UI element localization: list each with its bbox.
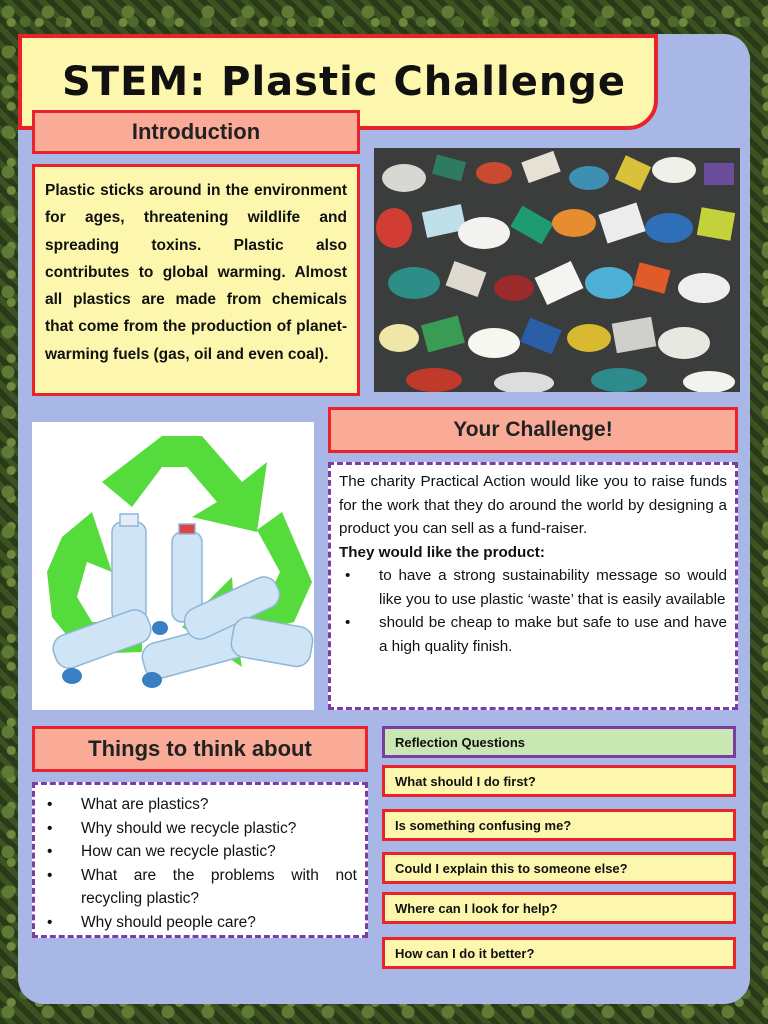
introduction-box xyxy=(32,164,360,396)
things-bullet: • What are the problems with not recycling plastic? xyxy=(39,864,357,911)
page-title: STEM: Plastic Challenge xyxy=(62,59,627,105)
plastic-waste-pile-photo xyxy=(374,148,740,392)
reflection-question-text: Where can I look for help? xyxy=(395,900,558,916)
poster-card xyxy=(18,34,750,1004)
reflection-heading-text: Reflection Questions xyxy=(395,734,526,750)
reflection-question-text: What should I do first? xyxy=(395,773,536,789)
things-heading-text: Things to think about xyxy=(88,736,312,761)
challenge-box xyxy=(328,462,738,710)
reflection-question xyxy=(382,852,736,884)
challenge-heading xyxy=(328,407,738,453)
things-heading xyxy=(32,726,368,772)
reflection-question-text: Is something confusing me? xyxy=(395,817,572,833)
things-bullet-list xyxy=(39,793,357,935)
introduction-text: Plastic sticks around in the environment for ages, threatening wildlife and spreading toxins. Plastic also contributes to global warming. Almost all plastics are made from chemicals that come from the production of planet-warming fuels (gas, oil and even coal). xyxy=(45,182,347,363)
reflection-question xyxy=(382,809,736,841)
challenge-heading-text: Your Challenge! xyxy=(453,418,613,441)
introduction-heading-text: Introduction xyxy=(131,119,261,144)
things-bullet: • What are plastics? xyxy=(39,793,357,817)
reflection-question-text: How can I do it better? xyxy=(395,945,535,961)
challenge-text: The charity Practical Action would like you to raise funds for the work that they do around the world by designing a product you can sell as a fund-raiser. xyxy=(339,473,727,537)
things-box xyxy=(32,782,368,938)
challenge-bullet-list xyxy=(339,564,727,658)
reflection-question xyxy=(382,765,736,797)
recycle-bottles-image xyxy=(32,422,314,710)
things-bullet: • Why should people care? xyxy=(39,911,357,935)
things-bullet: • How can we recycle plastic? xyxy=(39,840,357,864)
reflection-question xyxy=(382,937,736,969)
reflection-question xyxy=(382,892,736,924)
challenge-subheading: They would like the product: xyxy=(339,543,545,561)
introduction-heading xyxy=(32,110,360,154)
things-bullet: • Why should we recycle plastic? xyxy=(39,817,357,841)
challenge-bullet: • should be cheap to make but safe to use and have a high quality finish. xyxy=(339,611,727,658)
reflection-heading xyxy=(382,726,736,758)
reflection-question-text: Could I explain this to someone else? xyxy=(395,860,628,876)
challenge-bullet: • to have a strong sustainability message so would like you to use plastic ‘waste’ that is easily available xyxy=(339,564,727,611)
